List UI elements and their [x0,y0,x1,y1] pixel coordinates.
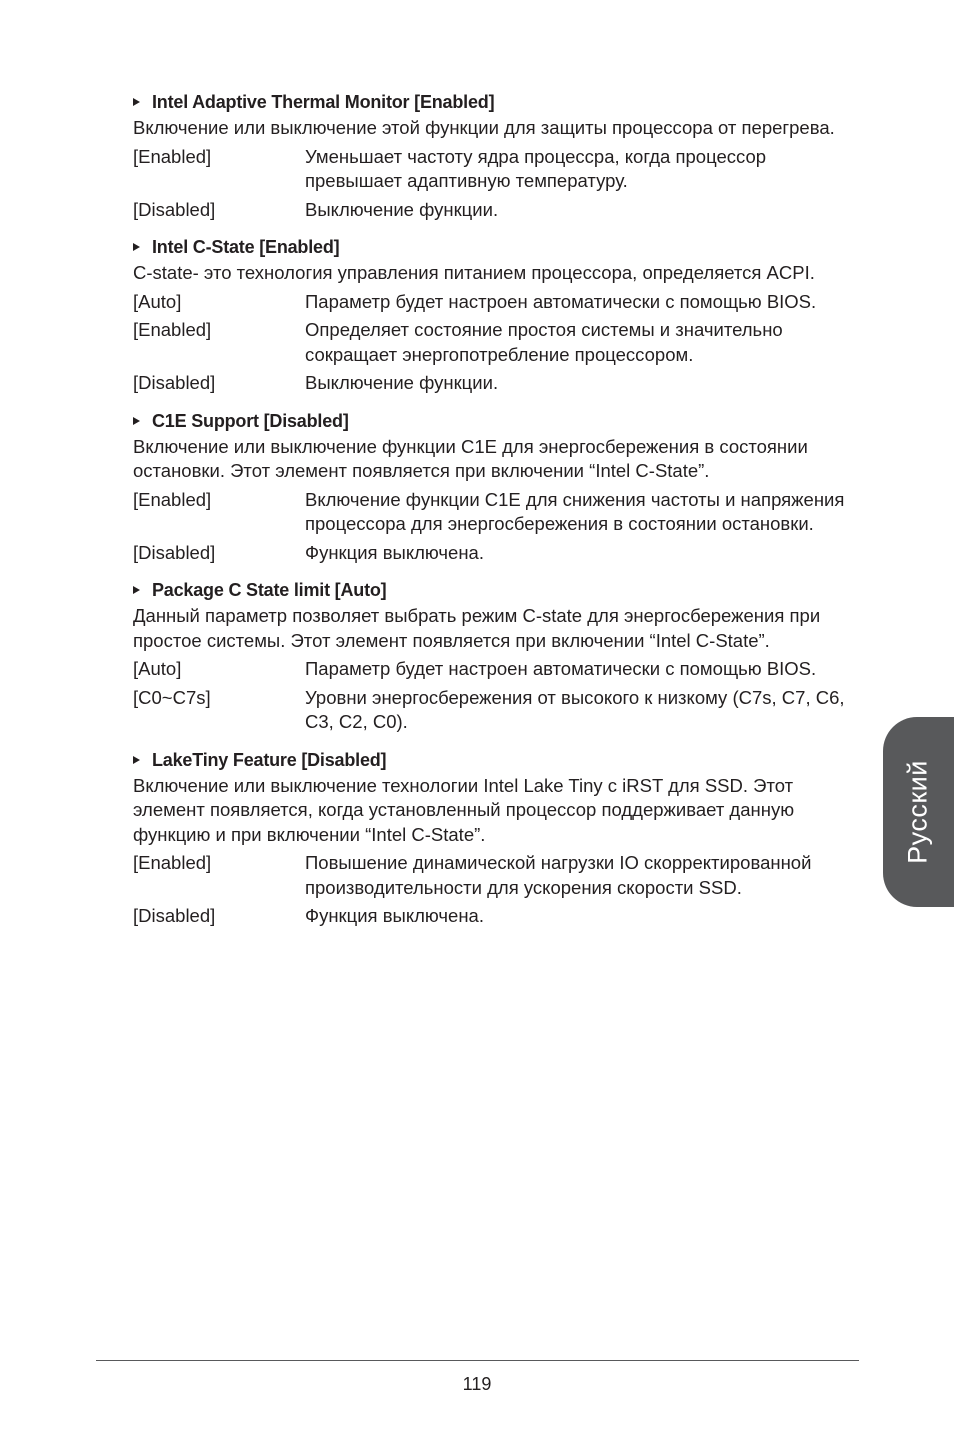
option-key: [Enabled] [133,145,212,167]
option-key: [Disabled] [133,372,216,393]
option-key: [Enabled] [133,488,212,510]
triangle-bullet-icon [133,586,140,594]
setting-description: Данный параметр позволяет выбрать режим C-state для энергосбережения при простое системы. Этот элемент появляется при включении “Intel C-State”. [133,605,821,651]
setting-description: Включение или выключение этой функции для защиты процессора от перегрева. [133,117,835,138]
triangle-bullet-icon [133,243,140,251]
language-side-tab [883,717,954,907]
option-value: Повышение динамической нагрузки IO скорректированной производительности для ускорения скорости SSD. [305,852,812,898]
option-value: Уменьшает частоту ядра процессра, когда процессор превышает адаптивную температуру. [305,145,767,191]
option-key: [Enabled] [133,319,212,340]
section-laketiny-feature [133,748,863,929]
option-value: Определяет состояние простоя системы и значительно сокращает энергопотребление процессором. [305,319,783,365]
option-row [133,904,863,929]
setting-heading [133,748,863,772]
option-row [133,657,863,682]
setting-title: LakeTiny Feature [Disabled] [152,749,387,770]
setting-title: C1E Support [Disabled] [152,410,349,431]
option-key: [Auto] [133,290,182,312]
setting-title: Intel C-State [Enabled] [152,237,340,257]
page-number: 119 [462,1374,492,1394]
option-row [133,318,863,367]
option-value: Функция выключена. [305,541,484,563]
setting-heading [133,90,863,114]
option-row [133,145,863,194]
footer-divider [96,1360,859,1361]
option-row [133,851,863,900]
section-intel-c-state [133,235,863,396]
setting-description: C-state- это технология управления питанием процессора, определяется ACPI. [133,262,815,283]
option-row [133,371,863,396]
option-key: [Disabled] [133,905,216,926]
setting-description: Включение или выключение технологии Intel Lake Tiny с iRST для SSD. Этот элемент появляется, когда установленный процессор поддерживает данную функцию и при включении “Intel C-State”. [133,774,795,845]
option-key: [Enabled] [133,852,212,873]
section-intel-adaptive-thermal-monitor [133,90,863,222]
manual-content [133,90,863,942]
option-value: Включение функции C1E для снижения частоты и напряжения процессора для энергосбережения в состоянии остановки. [305,488,845,534]
setting-description: Включение или выключение функции C1E для энергосбережения в состоянии остановки. Этот элемент появляется при включении “Intel C-State”. [133,435,808,481]
option-value: Выключение функции. [305,372,499,393]
section-package-c-state-limit [133,578,863,735]
option-value: Уровни энергосбережения от высокого к низкому (C7s, C7, C6, C3, C2, C0). [305,686,845,732]
triangle-bullet-icon [133,756,140,764]
option-value: Параметр будет настроен автоматически с помощью BIOS. [305,290,817,312]
setting-title: Package C State limit [Auto] [152,580,387,600]
setting-heading [133,409,863,433]
option-row [133,686,863,735]
option-value: Выключение функции. [305,198,499,220]
option-row [133,198,863,223]
setting-title: Intel Adaptive Thermal Monitor [Enabled] [152,92,495,112]
setting-heading [133,235,863,259]
option-row [133,488,863,537]
option-value: Параметр будет настроен автоматически с помощью BIOS. [305,658,817,679]
triangle-bullet-icon [133,98,140,106]
triangle-bullet-icon [133,417,140,425]
language-tab-label: Русский [902,760,933,864]
setting-heading [133,578,863,602]
option-key: [Disabled] [133,541,216,563]
option-row [133,290,863,315]
option-key: [Auto] [133,658,182,679]
option-key: [C0~C7s] [133,686,211,708]
option-value: Функция выключена. [305,905,484,926]
option-row [133,541,863,566]
option-key: [Disabled] [133,198,216,220]
section-c1e-support [133,409,863,566]
